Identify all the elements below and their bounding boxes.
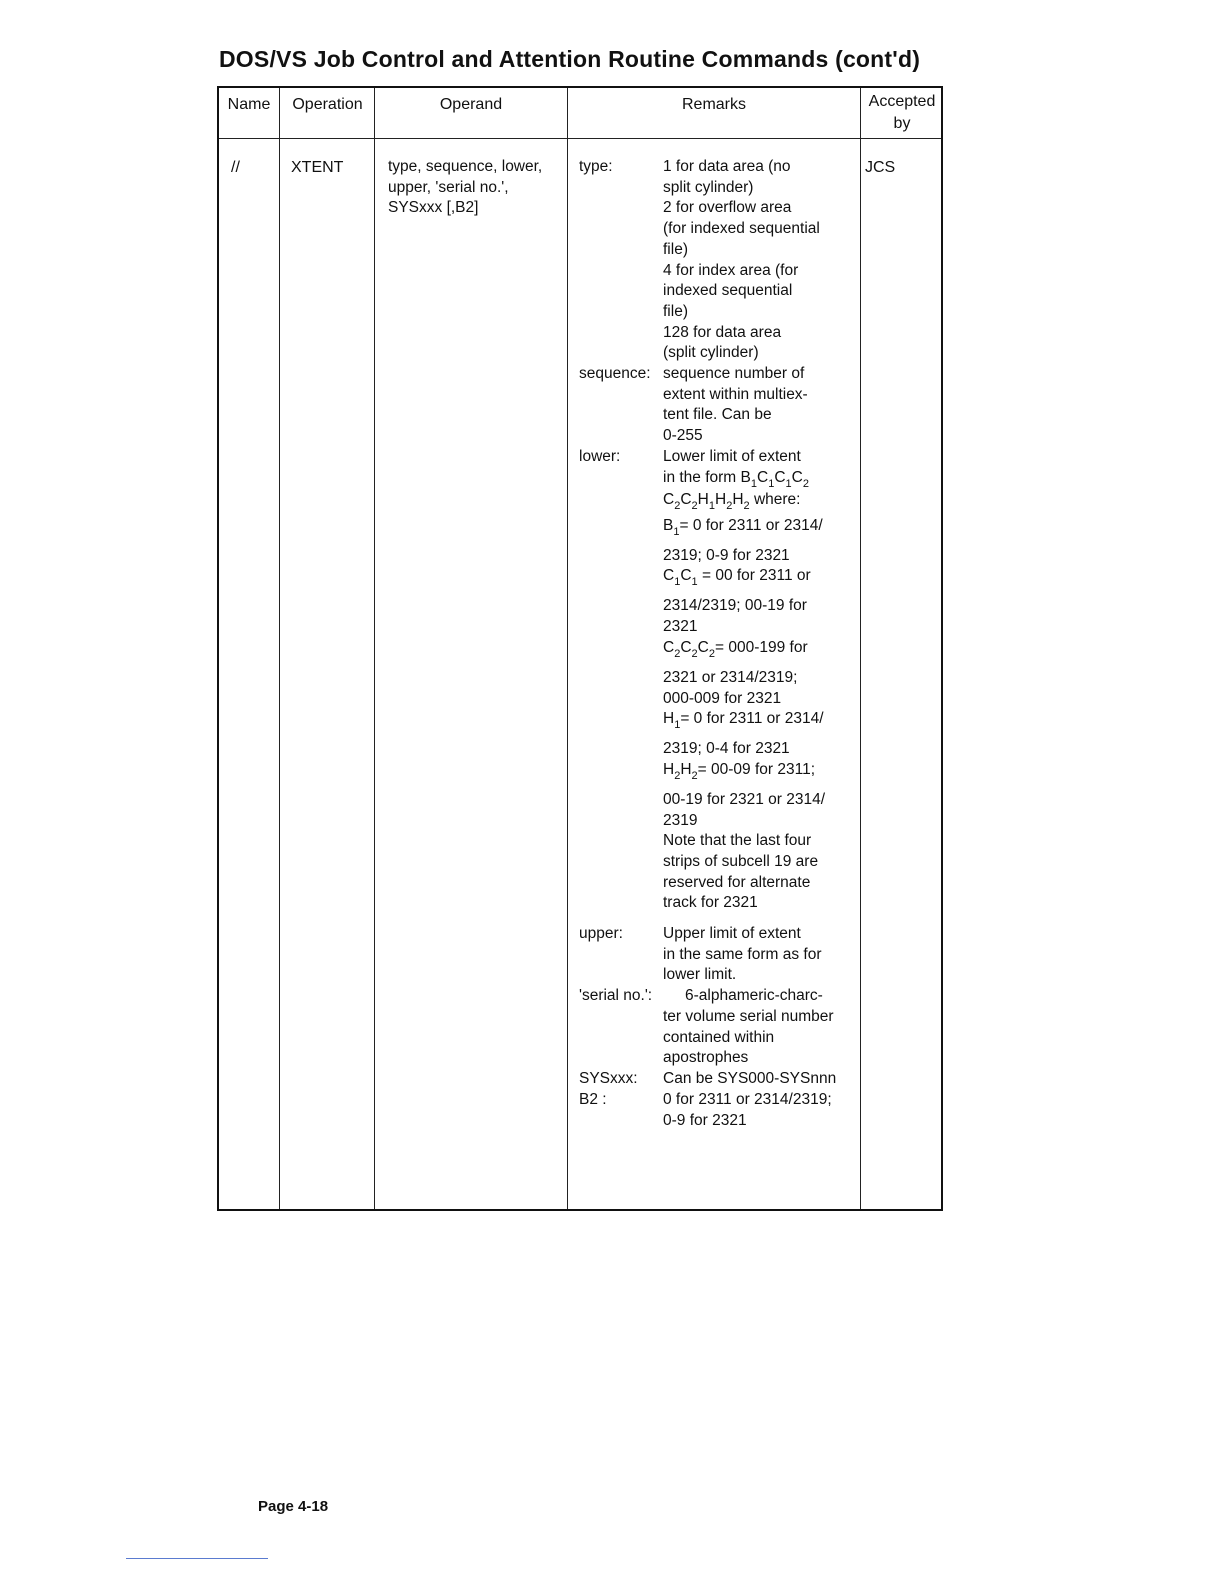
remark-line: 2321 — [663, 618, 698, 636]
sub: 1 — [691, 576, 698, 589]
remark-line-form — [663, 468, 825, 490]
operand-line: upper, 'serial no.', — [388, 178, 509, 196]
sub: 2 — [802, 477, 809, 490]
remark-line: track for 2321 — [663, 894, 758, 912]
footer-rule — [126, 1558, 268, 1559]
header-name: Name — [227, 96, 271, 113]
sym: H — [732, 490, 744, 508]
header-accepted-by — [861, 91, 943, 135]
header-divider — [219, 138, 941, 139]
sym: C — [663, 567, 675, 585]
sub: 2 — [674, 647, 681, 660]
remark-line: Lower limit of extent — [663, 448, 801, 465]
sub: 1 — [708, 499, 715, 512]
remark-label-type: type: — [579, 158, 613, 175]
sub: 1 — [750, 477, 757, 490]
remark-line: reserved for alternate — [663, 873, 811, 891]
remark-line: extent within multiex- — [663, 385, 808, 403]
sub: 2 — [691, 499, 698, 512]
sym: H — [663, 710, 675, 728]
sub: 1 — [768, 477, 775, 490]
commands-table — [217, 86, 943, 1211]
sym: C — [757, 468, 769, 486]
header-operation: Operation — [292, 96, 363, 113]
remark-label-lower: lower: — [579, 448, 621, 465]
sub: 2 — [726, 499, 733, 512]
sym: H — [714, 490, 727, 508]
remark-label-sysxxx: SYSxxx: — [579, 1070, 638, 1087]
row-operand — [388, 157, 542, 219]
remark-label-sequence: sequence: — [579, 365, 651, 382]
sub: 1 — [674, 719, 681, 732]
remark-line: 0-255 — [663, 427, 703, 445]
b1-desc: = 0 for 2311 or 2314/ — [679, 516, 823, 534]
sym: C — [680, 567, 692, 585]
sym: C — [697, 638, 709, 656]
sym: B — [740, 468, 751, 486]
header-accepted-line2: by — [893, 115, 911, 132]
header-remarks: Remarks — [681, 96, 746, 113]
remark-line: 2314/2319; 00-19 for — [663, 597, 807, 615]
c1-desc: = 00 for 2311 or — [697, 567, 811, 585]
remark-line: Upper limit of extent — [663, 925, 801, 942]
sub: 2 — [691, 769, 698, 782]
remark-line: sequence number of — [663, 365, 805, 382]
remark-line: 2319 — [663, 811, 698, 829]
remark-line: 2319; 0-4 for 2321 — [663, 740, 790, 758]
remark-line-form — [663, 490, 825, 516]
sub: 1 — [674, 576, 681, 589]
remark-line: 2 for overflow area — [663, 199, 792, 217]
h2-desc: = 00-09 for 2311; — [697, 760, 815, 778]
header-operand: Operand — [439, 96, 503, 113]
sub: 2 — [674, 499, 681, 512]
remark-sysxxx-text: Can be SYS000-SYSnnn — [663, 1070, 837, 1087]
remark-line: file) — [663, 302, 688, 320]
column-divider — [860, 88, 861, 1209]
remark-line: 0 for 2311 or 2314/2319; — [663, 1091, 832, 1108]
remark-line: indexed sequential — [663, 282, 793, 300]
remark-line: 128 for data area — [663, 323, 782, 341]
remark-b2-text — [663, 1090, 832, 1131]
remark-line: 4 for index area (for — [663, 261, 799, 279]
form-prefix: in the form — [663, 468, 741, 486]
sym: C — [680, 638, 692, 656]
remark-line: in the same form as for — [663, 945, 822, 963]
sub: 2 — [743, 499, 750, 512]
sub: 1 — [785, 477, 792, 490]
sym: B — [663, 516, 674, 534]
remark-line: 2321 or 2314/2319; — [663, 668, 798, 686]
page-number: Page 4-18 — [258, 1498, 329, 1515]
page-title: DOS/VS Job Control and Attention Routine Commands (cont'd) — [219, 46, 921, 72]
remark-line: 00-19 for 2321 or 2314/ — [663, 790, 826, 808]
remark-sequence-text — [663, 364, 808, 447]
sym: H — [680, 760, 692, 778]
c2-desc: = 000-199 for — [714, 638, 808, 656]
remark-line-h1 — [663, 709, 825, 739]
row-operation: XTENT — [291, 159, 344, 176]
remark-type-text — [663, 157, 820, 364]
sym: C — [774, 468, 786, 486]
remark-label-serial: 'serial no.': — [579, 987, 653, 1004]
remark-line: 0-9 for 2321 — [663, 1111, 747, 1129]
column-divider — [279, 88, 280, 1209]
remark-line: strips of subcell 19 are — [663, 853, 819, 871]
remark-line: split cylinder) — [663, 178, 754, 196]
remark-line: 1 for data area (no — [663, 158, 791, 175]
remark-line: file) — [663, 240, 688, 258]
remark-label-b2: B2 : — [579, 1091, 607, 1108]
remark-line: ter volume serial number — [663, 1008, 834, 1025]
remark-line-h2 — [663, 760, 825, 790]
remark-serial-text — [663, 1007, 834, 1069]
sub: 2 — [674, 769, 681, 782]
sym: H — [697, 490, 709, 508]
h1-desc: = 0 for 2311 or 2314/ — [680, 710, 824, 728]
remark-label-upper: upper: — [579, 925, 623, 942]
sub: 2 — [708, 647, 715, 660]
remark-line: Note that the last four — [663, 832, 812, 850]
remark-line: apostrophes — [663, 1049, 749, 1067]
remark-serial-first: 6-alphameric-charc- — [685, 987, 823, 1004]
operand-line: type, sequence, lower, — [388, 158, 543, 175]
remark-line: 2319; 0-9 for 2321 — [663, 546, 790, 564]
remark-line: tent file. Can be — [663, 406, 772, 424]
remark-line: contained within — [663, 1028, 775, 1046]
remark-line-c1 — [663, 566, 825, 596]
sym: C — [680, 490, 692, 508]
sym: C — [663, 490, 675, 508]
sub: 2 — [691, 647, 698, 660]
remark-upper-text — [663, 924, 822, 986]
sym: H — [663, 760, 675, 778]
remark-line: 000-009 for 2321 — [663, 689, 782, 707]
remark-line: lower limit. — [663, 966, 737, 984]
remark-line: (for indexed sequential — [663, 220, 820, 238]
sym: C — [791, 468, 803, 486]
row-name: // — [231, 159, 240, 176]
remark-lower-text — [663, 447, 825, 914]
remark-line-b1 — [663, 516, 825, 546]
where-text: where: — [749, 490, 801, 508]
column-divider — [374, 88, 375, 1209]
header-accepted-line1: Accepted — [868, 93, 936, 110]
column-divider — [567, 88, 568, 1209]
operand-line: SYSxxx [,B2] — [388, 199, 479, 217]
sub: 1 — [673, 525, 680, 538]
remark-line: (split cylinder) — [663, 344, 759, 362]
remark-line-c2 — [663, 638, 825, 668]
row-accepted-by: JCS — [865, 159, 896, 176]
sym: C — [663, 638, 675, 656]
